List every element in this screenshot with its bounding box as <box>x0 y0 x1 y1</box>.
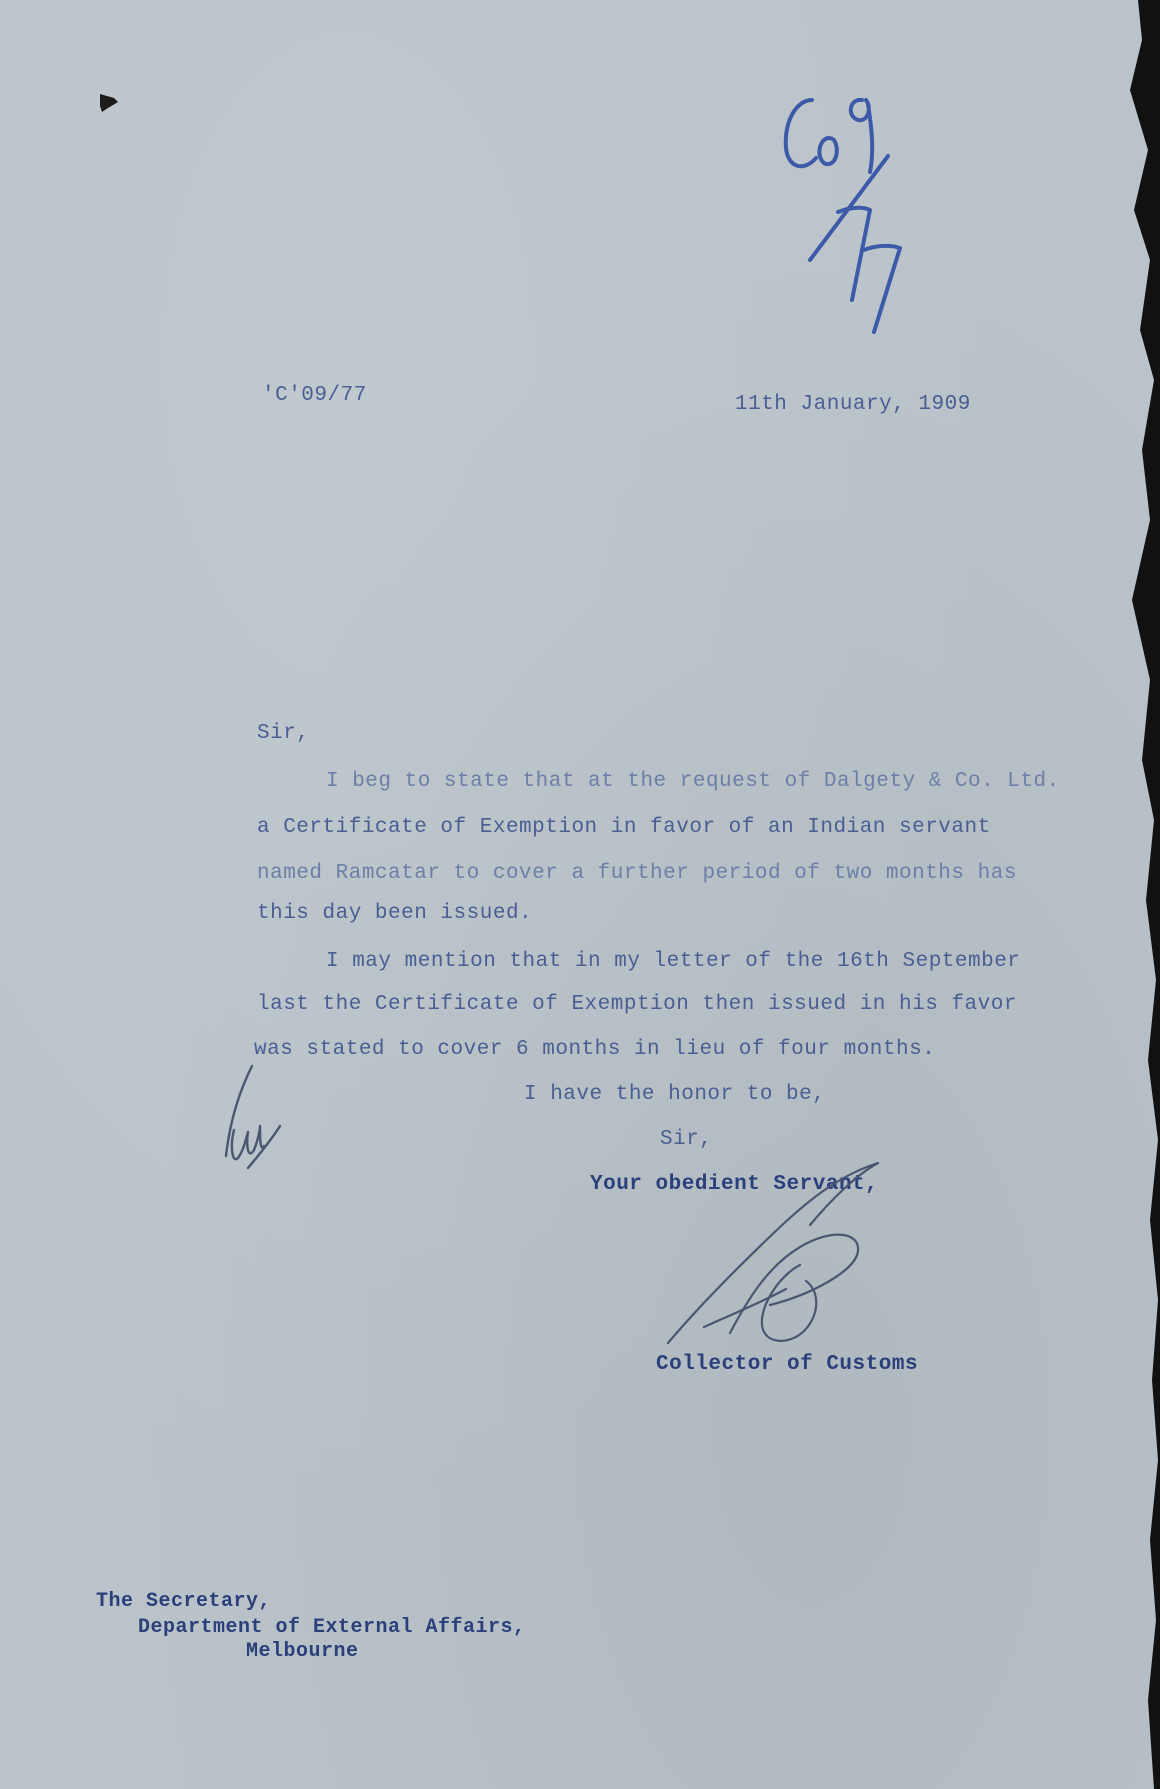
signatory-title: Collector of Customs <box>656 1353 919 1376</box>
reference-number: 'C'09/77 <box>262 384 367 407</box>
paragraph2-line3: was stated to cover 6 months in lieu of four months. <box>254 1038 936 1061</box>
handwritten-file-number <box>770 60 930 340</box>
salutation: Sir, <box>257 722 310 745</box>
paragraph2-line2: last the Certificate of Exemption then issued in his favor <box>257 993 1017 1016</box>
closing-line1: I have the honor to be, <box>524 1083 826 1106</box>
letter-date: 11th January, 1909 <box>735 393 971 416</box>
closing-line2: Sir, <box>660 1128 713 1151</box>
paragraph1-line4: this day been issued. <box>257 902 533 925</box>
paragraph1-line1: I beg to state that at the request of Dalgety & Co. Ltd. <box>326 770 1060 793</box>
ink-blot-mark <box>96 88 126 118</box>
margin-initials <box>218 1060 288 1170</box>
addressee-line1: The Secretary, <box>96 1590 272 1613</box>
page-edge-shadow <box>1120 0 1160 1789</box>
addressee-line2: Department of External Affairs, <box>138 1616 526 1639</box>
signature <box>660 1155 890 1355</box>
addressee-line3: Melbourne <box>246 1640 359 1663</box>
closing-line3: Your obedient Servant, <box>590 1173 879 1196</box>
paragraph1-line2: a Certificate of Exemption in favor of an Indian servant <box>257 816 991 839</box>
paragraph1-line3: named Ramcatar to cover a further period of two months has <box>257 862 1017 885</box>
paragraph2-line1: I may mention that in my letter of the 16th September <box>326 950 1021 973</box>
